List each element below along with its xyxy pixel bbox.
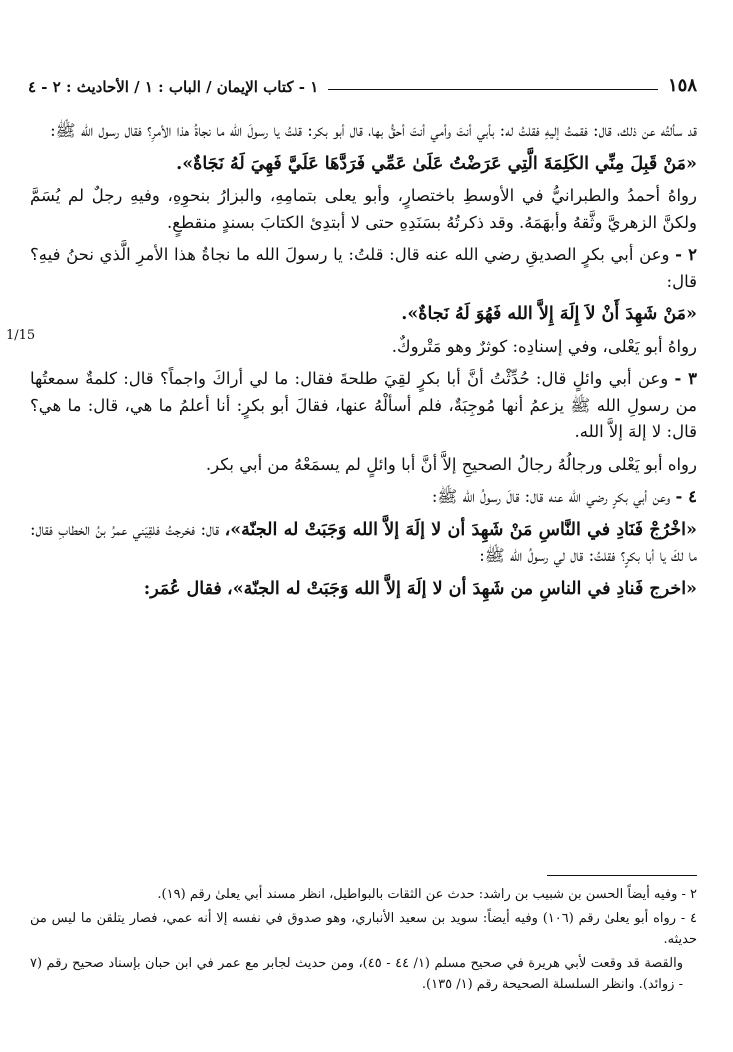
paragraph (30, 183, 697, 236)
hadith-number: ٣ - (674, 369, 698, 388)
hadith-entry (30, 366, 697, 446)
paragraph (30, 517, 697, 570)
margin-note: 1/15 (6, 328, 36, 343)
footnote-rule (547, 875, 697, 876)
main-text (30, 118, 697, 608)
page-number: ١٥٨ (667, 75, 697, 96)
paragraph (30, 118, 697, 145)
hadith-number: ٢ - (675, 245, 698, 264)
footnote (30, 953, 697, 995)
hadith-number: ٤ - (675, 487, 697, 506)
paragraph (30, 452, 697, 479)
hadith-text: «اخرج فَنادِ في الناسِ من شَهِدَ أن لا إلَهَ إلاَّ الله وَجَبَتْ له الجنّة»، (227, 578, 697, 599)
paragraph-text: رواهُ أحمدُ والطبرانيُّ في الأوسطِ باختصارٍ، وأبو يعلى بتمامِهِ، والبزارُ بنحوِهِ، وفيهِ رجلٌ لم يُسَمَّ ولكنَّ الزهريَّ وثَّقهُ وأبهَمَهُ. وقد ذكرتُهُ بسَنَدِهِ حتى لا أبتدِئ الكتابَ بسندٍ منقطعٍ. (30, 186, 697, 232)
footnote-text: والقصة قد وقعت لأبي هريرة في صحيح مسلم (١/ ٤٤ - ٤٥)، ومن حديث لجابر مع عمر في ابن حبان بإسناد صحيح رقم (٧ - زوائد). وانظر السلسلة الصحيحة رقم (١/ ١٣٥). (30, 956, 683, 992)
footnote (30, 908, 697, 950)
paragraph (30, 334, 697, 361)
page-header (28, 66, 697, 96)
footnote-text: ٢ - وفيه أيضاً الحسن بن شبيب بن راشد: حدث عن الثقات بالبواطيل، انظر مسند أبي يعلىٰ رقم (١٩). (157, 887, 697, 902)
footnote-text: ٤ - رواه أبو يعلىٰ رقم (١٠٦) وفيه أيضاً: سويد بن سعيد الأنباري، وهو صدوق في نفسه إلا أنه عمي، فصار يتلقن ما ليس من حديثه. (30, 911, 697, 947)
paragraph-text: وعن أبي بكرٍ الصديقِ رضي الله عنه قال: قلتُ: يا رسولَ الله ما نجاةُ هذا الأمرِ الَّذي نحنُ فيهِ؟ قال: (30, 245, 697, 291)
footnotes (30, 884, 697, 998)
paragraph-text: قال: فخرجتُ فلقِيَني عمرُ بنُ الخطابِ فقال: ما لكَ يا أبا بكرٍ؟ فقلتُ: قال لي رسولُ الله ﷺ: (30, 519, 697, 565)
header-rule (328, 89, 658, 90)
paragraph-text: رواهُ أبو يَعْلى، وفي إسنادِه: كوثرٌ وهو مَتْروكٌ. (391, 336, 697, 356)
hadith-text: «مَنْ شَهِدَ أَنْ لاَ إِلَهَ إِلاَّ الله فَهُوَ لَهُ نَجاةٌ». (401, 304, 697, 324)
paragraph (30, 576, 697, 603)
paragraph-text: وعن أبي بكرٍ رضي الله عنه قال: قالَ رسولُ الله ﷺ: (431, 487, 671, 506)
hadith-quote (30, 151, 697, 178)
hadith-entry (30, 484, 697, 511)
paragraph-text: فقال عُمَر: (143, 578, 222, 599)
hadith-entry (30, 242, 697, 295)
hadith-quote (30, 301, 697, 328)
hadith-text: «اخْرُجْ فَنَادِ في النَّاسِ مَنْ شَهِدَ أن لا إلَهَ إلاَّ الله وَجَبَتْ له الجنّة»، (224, 519, 697, 540)
paragraph-text: رواه أبو يَعْلى ورجالُهُ رجالُ الصحيحِ إلاَّ أنَّ أبا وائلٍ لم يسمَعْهُ من أبي بكر. (205, 454, 697, 474)
paragraph-text: قد سألتُه عن ذلك، قال: فقمتُ إليهِ فقلتُ له: بأبي أنتَ وأمي أنتَ أحقُّ بها، قال أبو بكر: قلتُ يا رسولَ الله ما نجاةُ هذا الأمرِ؟ فقال رسول الله ﷺ: (50, 121, 697, 140)
hadith-text: «مَنْ قَبِلَ مِنِّي الكَلِمَةَ الَّتِي عَرَضْتُ عَلَىٰ عَمِّي فَرَدَّهَا عَلَيَّ فَهِيَ لَهُ نَجَاةٌ». (176, 153, 697, 174)
paragraph-text: وعن أبي وائلٍ قال: حُدِّثْتُ أنَّ أبا بكرٍ لقِيَ طلحةَ فقال: ما لي أراكَ واجماً؟ قال: كلمةٌ سمعتُها من رسولِ الله ﷺ يزعمُ أنها مُوجِبَةٌ، فلم أسألْهُ عنها، فقالَ أبو بكرٍ: أنا أعلمُ ما هي، قال: ما هي؟ قال: لا إلهَ إلاَّ الله. (30, 369, 697, 441)
footnote (30, 884, 697, 905)
running-title: ١ - كتاب الإيمان / الباب : ١ / الأحاديث : ٢ - ٤ (28, 78, 319, 96)
